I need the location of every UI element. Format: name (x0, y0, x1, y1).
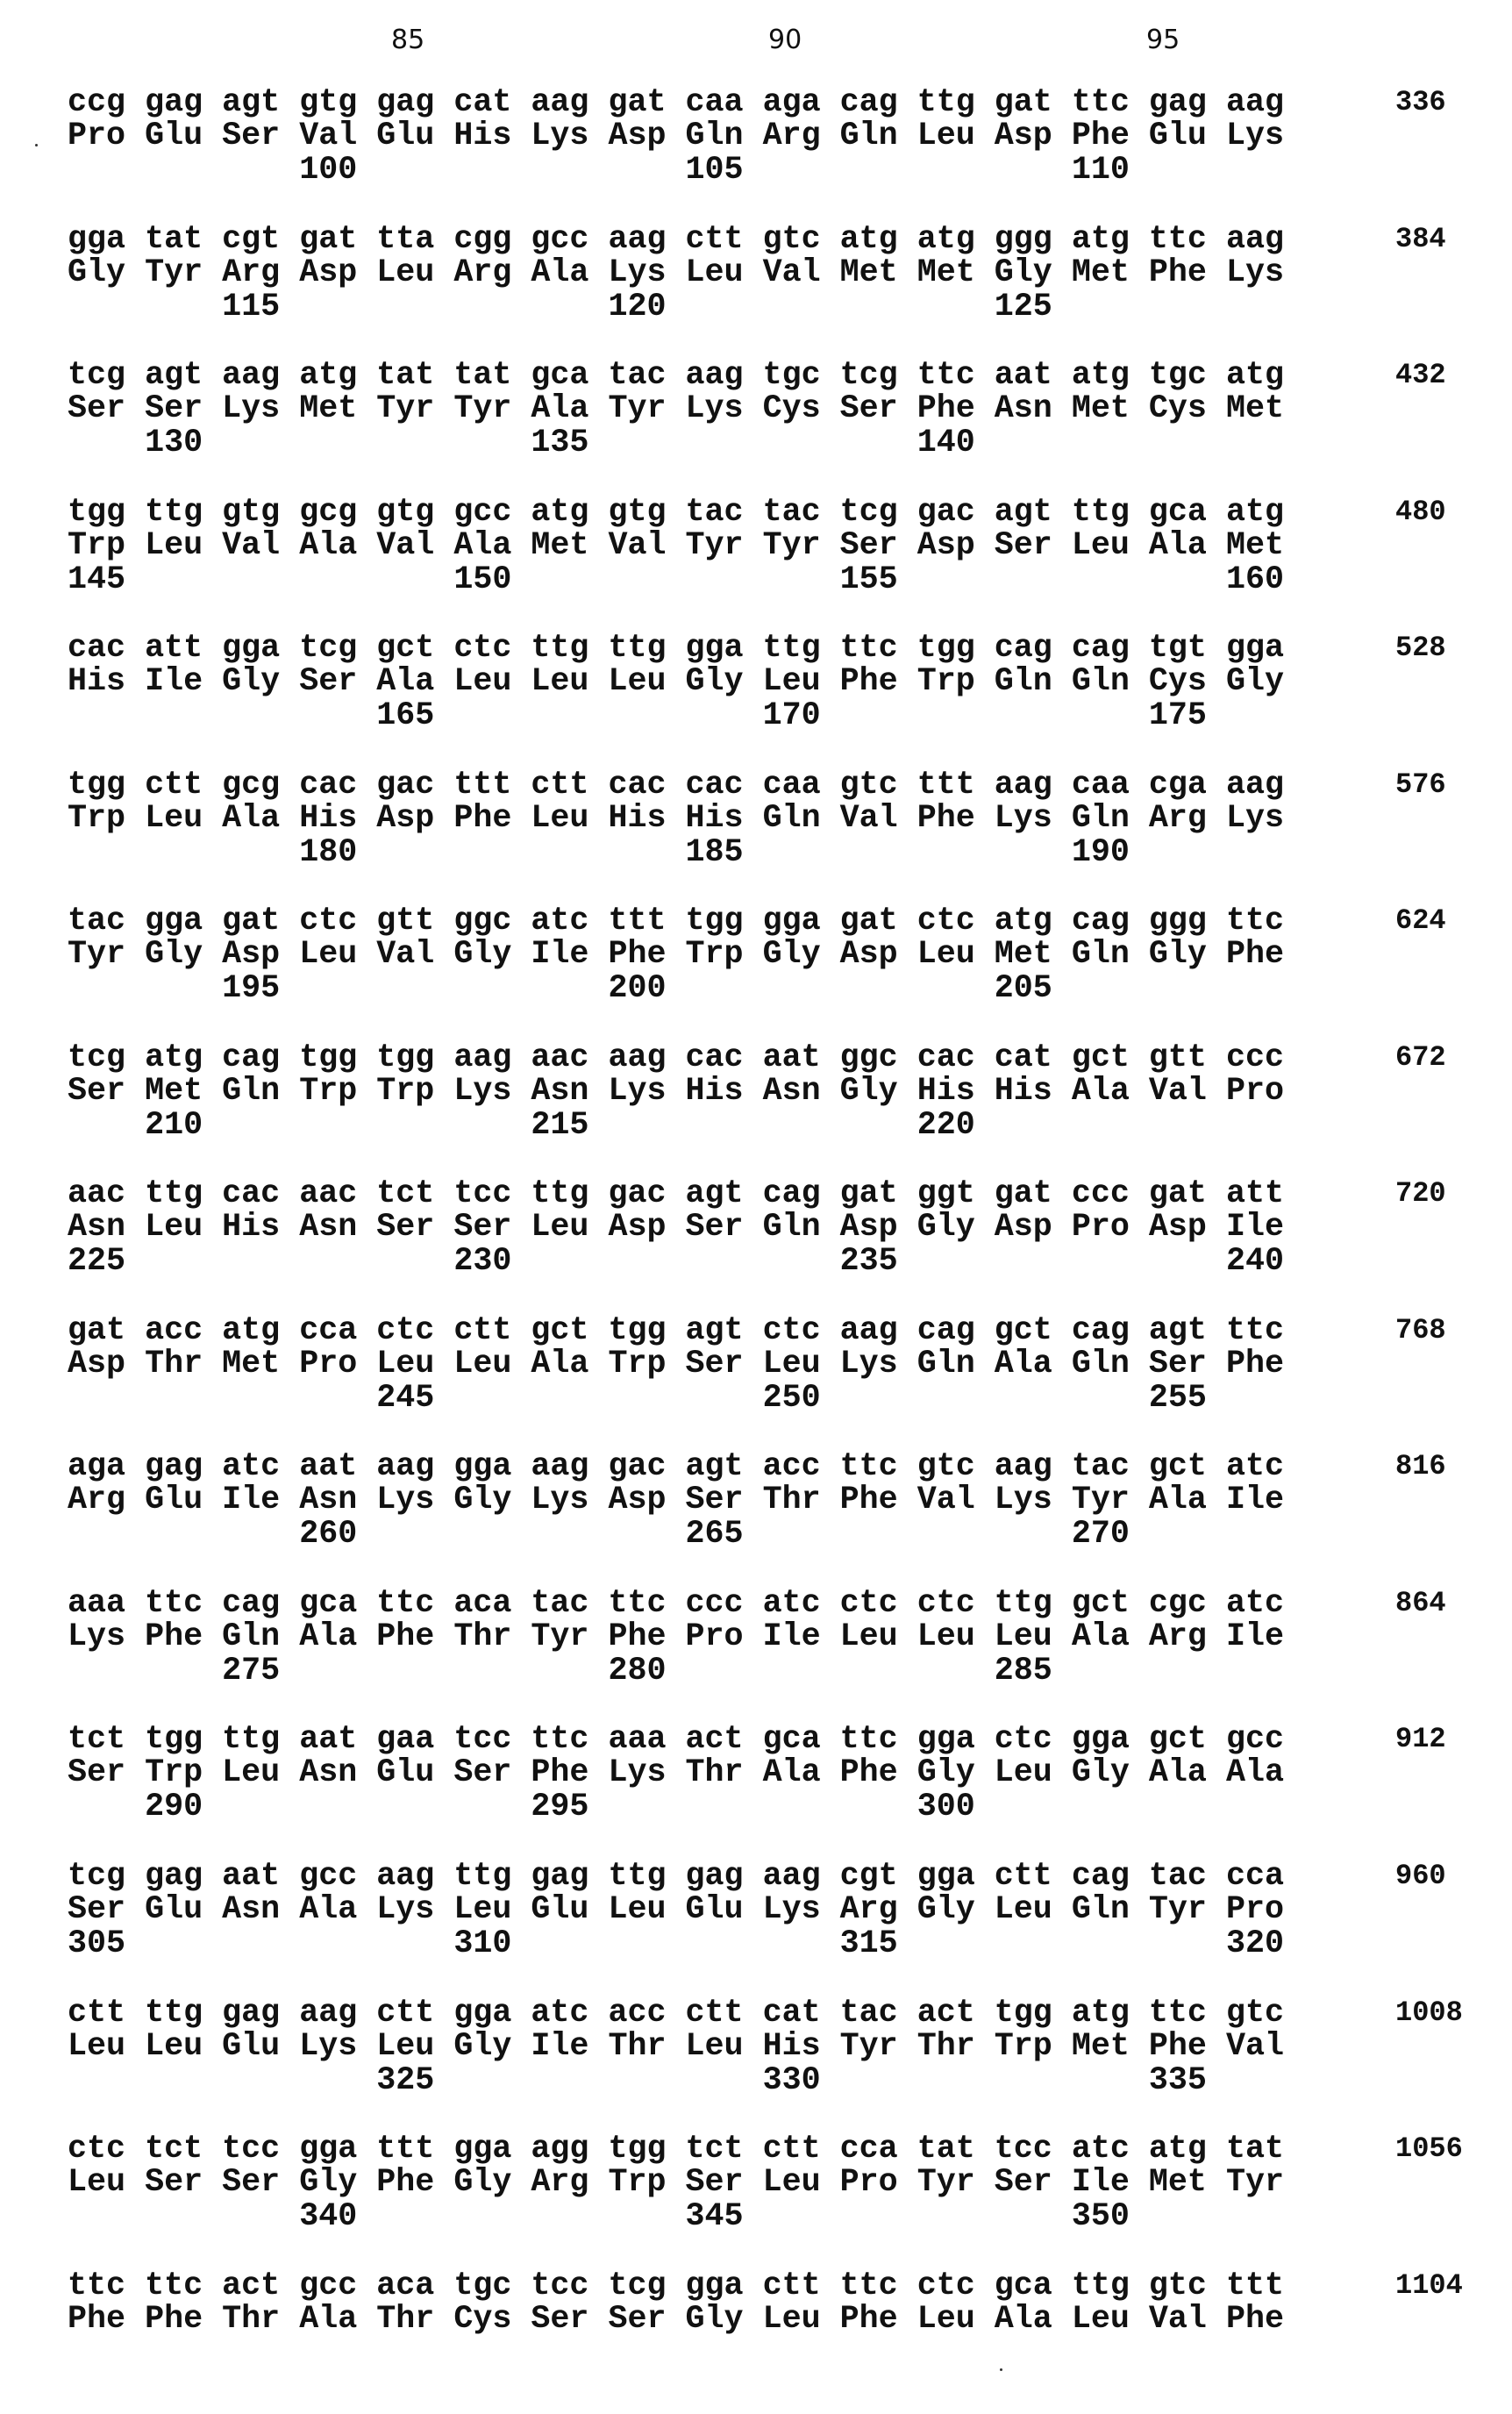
residue-number-row: 210 215 220 (68, 1107, 975, 1144)
codon-row: gga tat cgt gat tta cgg gcc aag ctt gtc atg atg ggg atg ttc aag (68, 221, 1285, 258)
sequence-block (68, 1860, 1488, 1974)
residue-number-row: 165 170 175 (68, 697, 1207, 734)
residue-number-row: 245 250 255 (68, 1380, 1207, 1417)
codon-row: gat acc atg cca ctc ctt gct tgg agt ctc aag cag gct cag agt ttc (68, 1312, 1285, 1349)
amino-acid-row: Lys Phe Gln Ala Phe Thr Tyr Phe Pro Ile Leu Leu Leu Ala Arg Ile (68, 1618, 1285, 1655)
amino-acid-row: Leu Ser Ser Gly Phe Gly Arg Trp Ser Leu Pro Tyr Ser Ile Met Tyr (68, 2164, 1285, 2201)
residue-number-row: 260 265 270 (68, 1516, 1130, 1553)
residue-number-row: 325 330 335 (68, 2062, 1207, 2099)
sequence-block (68, 1996, 1488, 2110)
sequence-block (68, 2269, 1488, 2383)
residue-number-row: 145 150 155 160 (68, 561, 1285, 598)
amino-acid-row: Tyr Gly Asp Leu Val Gly Ile Phe Trp Gly Asp Leu Met Gln Gly Phe (68, 936, 1285, 973)
sequence-block (68, 1450, 1488, 1564)
sequence-block (68, 359, 1488, 473)
residue-number-row: 115 120 125 (68, 289, 1052, 325)
amino-acid-row: Leu Leu Glu Lys Leu Gly Ile Thr Leu His Tyr Thr Trp Met Phe Val (68, 2028, 1285, 2065)
amino-acid-row: Asn Leu His Asn Ser Ser Leu Asp Ser Gln Asp Gly Asp Pro Asp Ile (68, 1209, 1285, 1246)
nucleotide-position: 960 (1395, 1860, 1446, 1892)
nucleotide-position: 672 (1395, 1041, 1446, 1074)
codon-row: tgg ctt gcg cac gac ttt ctt cac cac caa gtc ttt aag caa cga aag (68, 767, 1285, 803)
sequence-block (68, 1177, 1488, 1291)
sequence-block (68, 1041, 1488, 1155)
residue-number-row: 195 200 205 (68, 970, 1052, 1007)
header-residue-number-85: 85 (391, 25, 425, 55)
nucleotide-position: 1056 (1395, 2132, 1463, 2165)
nucleotide-position: 624 (1395, 904, 1446, 937)
nucleotide-position: 768 (1395, 1314, 1446, 1346)
sequence-block (68, 632, 1488, 746)
sequence-block (68, 1587, 1488, 1701)
amino-acid-row: Pro Glu Ser Val Glu His Lys Asp Gln Arg Gln Leu Asp Phe Glu Lys (68, 118, 1285, 154)
sequence-block (68, 2132, 1488, 2246)
amino-acid-row: Arg Glu Ile Asn Lys Gly Lys Asp Ser Thr Phe Val Lys Tyr Ala Ile (68, 1482, 1285, 1518)
sequence-block (68, 496, 1488, 610)
residue-number-row: 130 135 140 (68, 425, 975, 461)
nucleotide-position: 720 (1395, 1177, 1446, 1210)
codon-row: tac gga gat ctc gtt ggc atc ttt tgg gga gat ctc atg cag ggg ttc (68, 903, 1285, 939)
nucleotide-position: 480 (1395, 496, 1446, 528)
sequence-block (68, 768, 1488, 882)
codon-row: tct tgg ttg aat gaa tcc ttc aaa act gca ttc gga ctc gga gct gcc (68, 1721, 1285, 1758)
sequence-block (68, 1723, 1488, 1837)
sequence-block (68, 904, 1488, 1018)
sequence-block (68, 86, 1488, 200)
amino-acid-row: Gly Tyr Arg Asp Leu Arg Ala Lys Leu Val Met Met Gly Met Phe Lys (68, 254, 1285, 291)
nucleotide-position: 816 (1395, 1450, 1446, 1482)
codon-row: tcg agt aag atg tat tat gca tac aag tgc tcg ttc aat atg tgc atg (68, 357, 1285, 394)
sequence-block (68, 1314, 1488, 1428)
nucleotide-position: 336 (1395, 86, 1446, 118)
residue-number-row: 275 280 285 (68, 1653, 1052, 1689)
scan-speck (1000, 2368, 1002, 2371)
scan-speck (35, 144, 38, 146)
amino-acid-row: Trp Leu Ala His Asp Phe Leu His His Gln Val Phe Lys Gln Arg Lys (68, 800, 1285, 837)
header-residue-number-90: 90 (768, 25, 802, 55)
residue-number-row: 305 310 315 320 (68, 1925, 1285, 1962)
codon-row: ctt ttg gag aag ctt gga atc acc ctt cat tac act tgg atg ttc gtc (68, 1995, 1285, 2032)
amino-acid-row: Ser Met Gln Trp Trp Lys Asn Lys His Asn Gly His His Ala Val Pro (68, 1073, 1285, 1110)
codon-row: aga gag atc aat aag gga aag gac agt acc ttc gtc aag tac gct atc (68, 1448, 1285, 1485)
nucleotide-position: 1104 (1395, 2269, 1463, 2302)
nucleotide-position: 576 (1395, 768, 1446, 801)
codon-row: aac ttg cac aac tct tcc ttg gac agt cag gat ggt gat ccc gat att (68, 1175, 1285, 1212)
nucleotide-position: 528 (1395, 632, 1446, 664)
codon-row: ccg gag agt gtg gag cat aag gat caa aga cag ttg gat ttc gag aag (68, 84, 1285, 121)
sequence-block (68, 223, 1488, 337)
amino-acid-row: Ser Trp Leu Asn Glu Ser Phe Lys Thr Ala Phe Gly Leu Gly Ala Ala (68, 1754, 1285, 1791)
codon-row: aaa ttc cag gca ttc aca tac ttc ccc atc ctc ctc ttg gct cgc atc (68, 1585, 1285, 1622)
nucleotide-position: 384 (1395, 223, 1446, 255)
amino-acid-row: Asp Thr Met Pro Leu Leu Ala Trp Ser Leu Lys Gln Ala Gln Ser Phe (68, 1346, 1285, 1382)
nucleotide-position: 1008 (1395, 1996, 1463, 2029)
codon-row: cac att gga tcg gct ctc ttg ttg gga ttg ttc tgg cag cag tgt gga (68, 630, 1285, 667)
codon-row: tgg ttg gtg gcg gtg gcc atg gtg tac tac tcg gac agt ttg gca atg (68, 494, 1285, 531)
residue-number-row: 340 345 350 (68, 2198, 1130, 2235)
nucleotide-position: 432 (1395, 359, 1446, 391)
residue-number-row: 225 230 235 240 (68, 1243, 1285, 1280)
nucleotide-position: 912 (1395, 1723, 1446, 1755)
residue-number-row: 100 105 110 (68, 152, 1130, 189)
nucleotide-position: 864 (1395, 1587, 1446, 1619)
amino-acid-row: Ser Ser Lys Met Tyr Tyr Ala Tyr Lys Cys Ser Phe Asn Met Cys Met (68, 390, 1285, 427)
codon-row: tcg atg cag tgg tgg aag aac aag cac aat ggc cac cat gct gtt ccc (68, 1039, 1285, 1076)
amino-acid-row: Ser Glu Asn Ala Lys Leu Glu Leu Glu Lys Arg Gly Leu Gln Tyr Pro (68, 1891, 1285, 1928)
codon-row: ctc tct tcc gga ttt gga agg tgg tct ctt cca tat tcc atc atg tat (68, 2131, 1285, 2168)
residue-number-row: 290 295 300 (68, 1789, 975, 1825)
amino-acid-row: Trp Leu Val Ala Val Ala Met Val Tyr Tyr Ser Asp Ser Leu Ala Met (68, 527, 1285, 564)
codon-row: ttc ttc act gcc aca tgc tcc tcg gga ctt ttc ctc gca ttg gtc ttt (68, 2268, 1285, 2304)
header-residue-number-95: 95 (1146, 25, 1180, 55)
amino-acid-row: His Ile Gly Ser Ala Leu Leu Leu Gly Leu Phe Trp Gln Gln Cys Gly (68, 663, 1285, 700)
residue-number-row: 180 185 190 (68, 834, 1130, 871)
amino-acid-row: Phe Phe Thr Ala Thr Cys Ser Ser Gly Leu Phe Leu Ala Leu Val Phe (68, 2301, 1285, 2338)
codon-row: tcg gag aat gcc aag ttg gag ttg gag aag cgt gga ctt cag tac cca (68, 1858, 1285, 1895)
